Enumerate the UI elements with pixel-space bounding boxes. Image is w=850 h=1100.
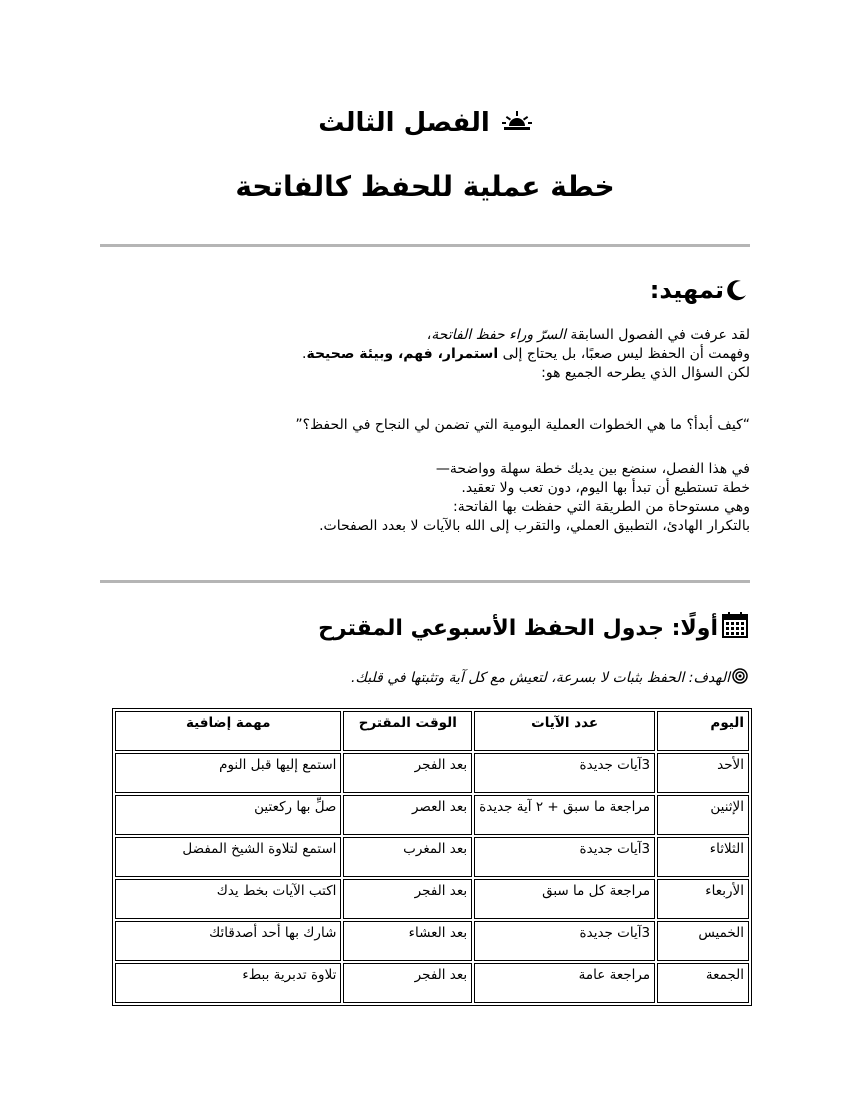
goal-line [351, 668, 748, 688]
crescent-moon-icon [726, 279, 748, 301]
sunrise-icon [502, 109, 532, 139]
cell-day: الجمعة [657, 963, 749, 1003]
weekly-schedule-table [112, 708, 752, 1006]
cell-ayat: 3آيات جديدة [474, 837, 655, 877]
table-row [115, 837, 749, 877]
closing-line-3: وهي مستوحاة من الطريقة التي حفظت بها الفاتحة: [453, 499, 750, 515]
chapter-title-text: الفصل الثالث [318, 108, 490, 138]
table-row [115, 795, 749, 835]
table-row [115, 879, 749, 919]
table-header-row [115, 711, 749, 751]
cell-time: بعد الفجر [343, 879, 472, 919]
table-row [115, 921, 749, 961]
table-row [115, 753, 749, 793]
cell-task: استمع إليها قبل النوم [115, 753, 341, 793]
intro-paragraph [100, 326, 750, 383]
plan-title: خطة عملية للحفظ كالفاتحة [235, 170, 615, 203]
cell-task: تلاوة تدبرية ببطء [115, 963, 341, 1003]
cell-day: الخميس [657, 921, 749, 961]
cell-day: الإثنين [657, 795, 749, 835]
section-heading [318, 612, 748, 644]
intro-line-1: لقد عرفت في الفصول السابقة السرّ وراء حفظ الفاتحة، [426, 327, 750, 343]
cell-day: الأحد [657, 753, 749, 793]
cell-time: بعد العشاء [343, 921, 472, 961]
cell-ayat: 3آيات جديدة [474, 921, 655, 961]
cell-task: اكتب الآيات بخط يدك [115, 879, 341, 919]
cell-ayat: مراجعة كل ما سبق [474, 879, 655, 919]
divider-middle [100, 580, 750, 583]
intro-question: “كيف أبدأ؟ ما هي الخطوات العملية اليومية التي تضمن لي النجاح في الحفظ؟” [295, 417, 750, 433]
cell-ayat: مراجعة عامة [474, 963, 655, 1003]
header-task: مهمة إضافية [115, 711, 341, 751]
closing-line-1: في هذا الفصل، سنضع بين يديك خطة سهلة وواضحة— [435, 461, 750, 477]
chapter-title [0, 108, 850, 139]
cell-time: بعد الفجر [343, 753, 472, 793]
closing-line-4: بالتكرار الهادئ، التطبيق العملي، والتقرب إلى الله بالآيات لا بعدد الصفحات. [319, 518, 750, 534]
cell-task: صلِّ بها ركعتين [115, 795, 341, 835]
intro-closing [100, 460, 750, 536]
intro-heading-text: تمهيد: [649, 276, 724, 304]
divider-top [100, 244, 750, 247]
target-icon [732, 668, 748, 688]
calendar-icon [722, 612, 748, 644]
cell-time: بعد العصر [343, 795, 472, 835]
header-time: الوقت المقترح [343, 711, 472, 751]
header-day: اليوم [657, 711, 749, 751]
cell-time: بعد الفجر [343, 963, 472, 1003]
section-heading-text: أولًا: جدول الحفظ الأسبوعي المقترح [318, 615, 718, 641]
cell-day: الأربعاء [657, 879, 749, 919]
intro-heading [650, 276, 748, 304]
intro-line-2: وفهمت أن الحفظ ليس صعبًا، بل يحتاج إلى استمرار، فهم، وبيئة صحيحة. [302, 346, 750, 362]
cell-day: الثلاثاء [657, 837, 749, 877]
closing-line-2: خطة تستطيع أن تبدأ بها اليوم، دون تعب ولا تعقيد. [461, 480, 750, 496]
cell-ayat: مراجعة ما سبق + ٢ آية جديدة [474, 795, 655, 835]
goal-text: الهدف: الحفظ بثبات لا بسرعة، لتعيش مع كل آية وتثبتها في قلبك. [350, 670, 730, 686]
header-ayat: عدد الآيات [474, 711, 655, 751]
table-row [115, 963, 749, 1003]
cell-ayat: 3آيات جديدة [474, 753, 655, 793]
cell-time: بعد المغرب [343, 837, 472, 877]
intro-line-3: لكن السؤال الذي يطرحه الجميع هو: [541, 365, 750, 381]
cell-task: استمع لتلاوة الشيخ المفضل [115, 837, 341, 877]
cell-task: شارك بها أحد أصدقائك [115, 921, 341, 961]
